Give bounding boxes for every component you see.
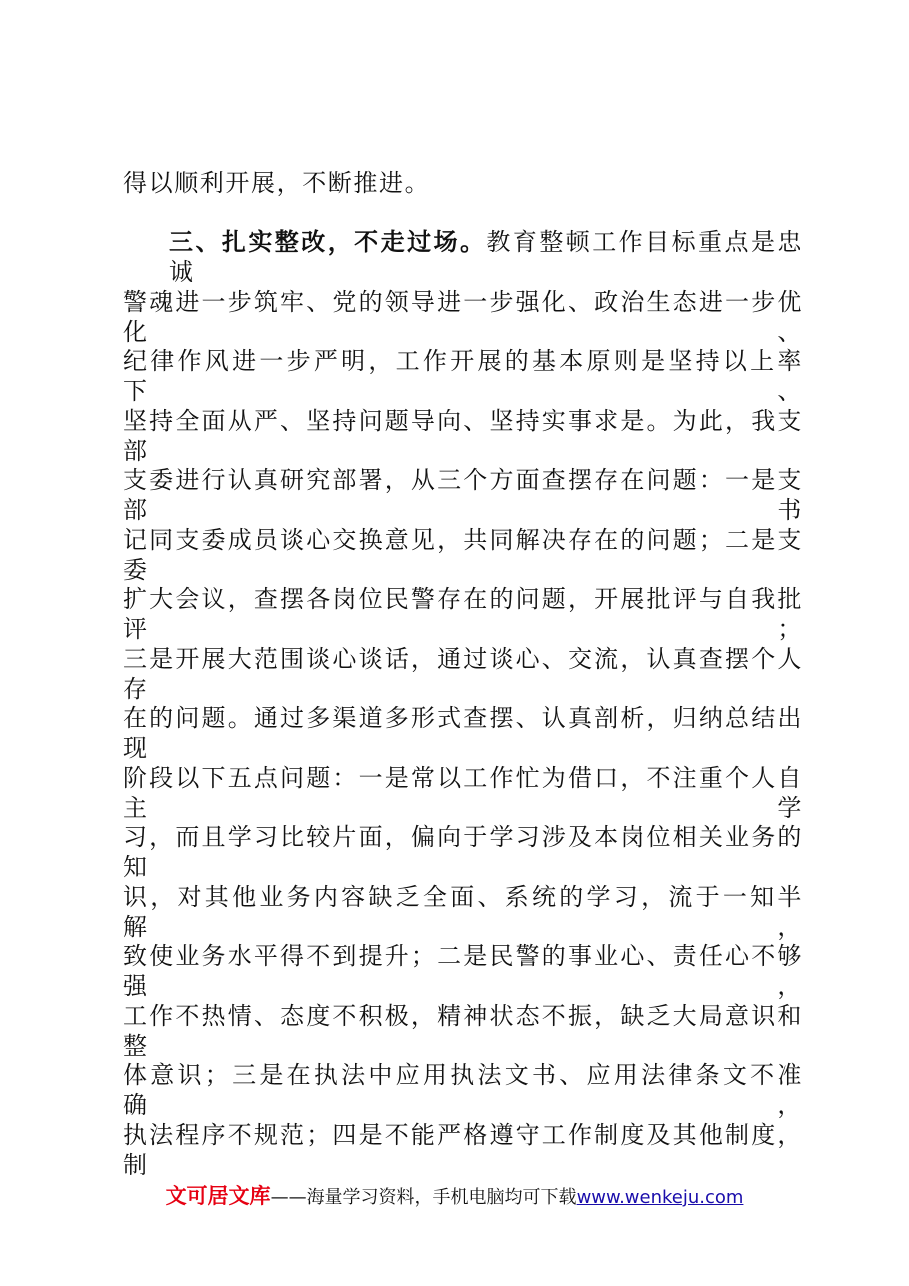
paragraph-line: 纪律作风进一步严明，工作开展的基本原则是坚持以上率下、 bbox=[123, 347, 803, 405]
paragraph-line: 支委进行认真研究部署，从三个方面查摆存在问题：一是支部书 bbox=[123, 466, 803, 524]
paragraph-line: 工作不热情、态度不积极，精神状态不振，缺乏大局意识和整 bbox=[123, 1002, 803, 1060]
section-heading-line bbox=[169, 227, 803, 286]
paragraph-line: 体意识；三是在执法中应用执法文书、应用法律条文不准确， bbox=[123, 1061, 803, 1119]
paragraph-line: 识，对其他业务内容缺乏全面、系统的学习，流于一知半解， bbox=[123, 883, 803, 941]
footer-banner bbox=[0, 1183, 909, 1211]
paragraph-line: 致使业务水平得不到提升；二是民警的事业心、责任心不够强， bbox=[123, 942, 803, 1000]
paragraph-line: 三是开展大范围谈心谈话，通过谈心、交流，认真查摆个人存 bbox=[123, 645, 803, 703]
paragraph-line: 习，而且学习比较片面，偏向于学习涉及本岗位相关业务的知 bbox=[123, 823, 803, 881]
paragraph-line: 坚持全面从严、坚持问题导向、坚持实事求是。为此，我支部 bbox=[123, 407, 803, 465]
paragraph-line: 记同支委成员谈心交换意见，共同解决存在的问题；二是支委 bbox=[123, 526, 803, 584]
footer-brand: 文可居文库 bbox=[165, 1184, 271, 1208]
footer-website-link[interactable]: www.wenkeju.com bbox=[576, 1187, 744, 1208]
paragraph-line: 得以顺利开展，不断推进。 bbox=[123, 169, 431, 197]
section-heading: 三、扎实整改，不走过场。 bbox=[169, 227, 487, 256]
paragraph-line: 警魂进一步筑牢、党的领导进一步强化、政治生态进一步优化、 bbox=[123, 288, 803, 346]
paragraph-line: 教育整顿工作目标重点是忠诚 bbox=[169, 228, 803, 286]
paragraph-line: 执法程序不规范；四是不能严格遵守工作制度及其他制度，制 bbox=[123, 1121, 803, 1179]
paragraph-line: 阶段以下五点问题：一是常以工作忙为借口，不注重个人自主学 bbox=[123, 764, 803, 822]
footer-tagline: ——海量学习资料，手机电脑均可下载 bbox=[270, 1187, 577, 1208]
paragraph-line: 扩大会议，查摆各岗位民警存在的问题，开展批评与自我批评； bbox=[123, 585, 803, 643]
paragraph-line: 在的问题。通过多渠道多形式查摆、认真剖析，归纳总结出现 bbox=[123, 704, 803, 762]
